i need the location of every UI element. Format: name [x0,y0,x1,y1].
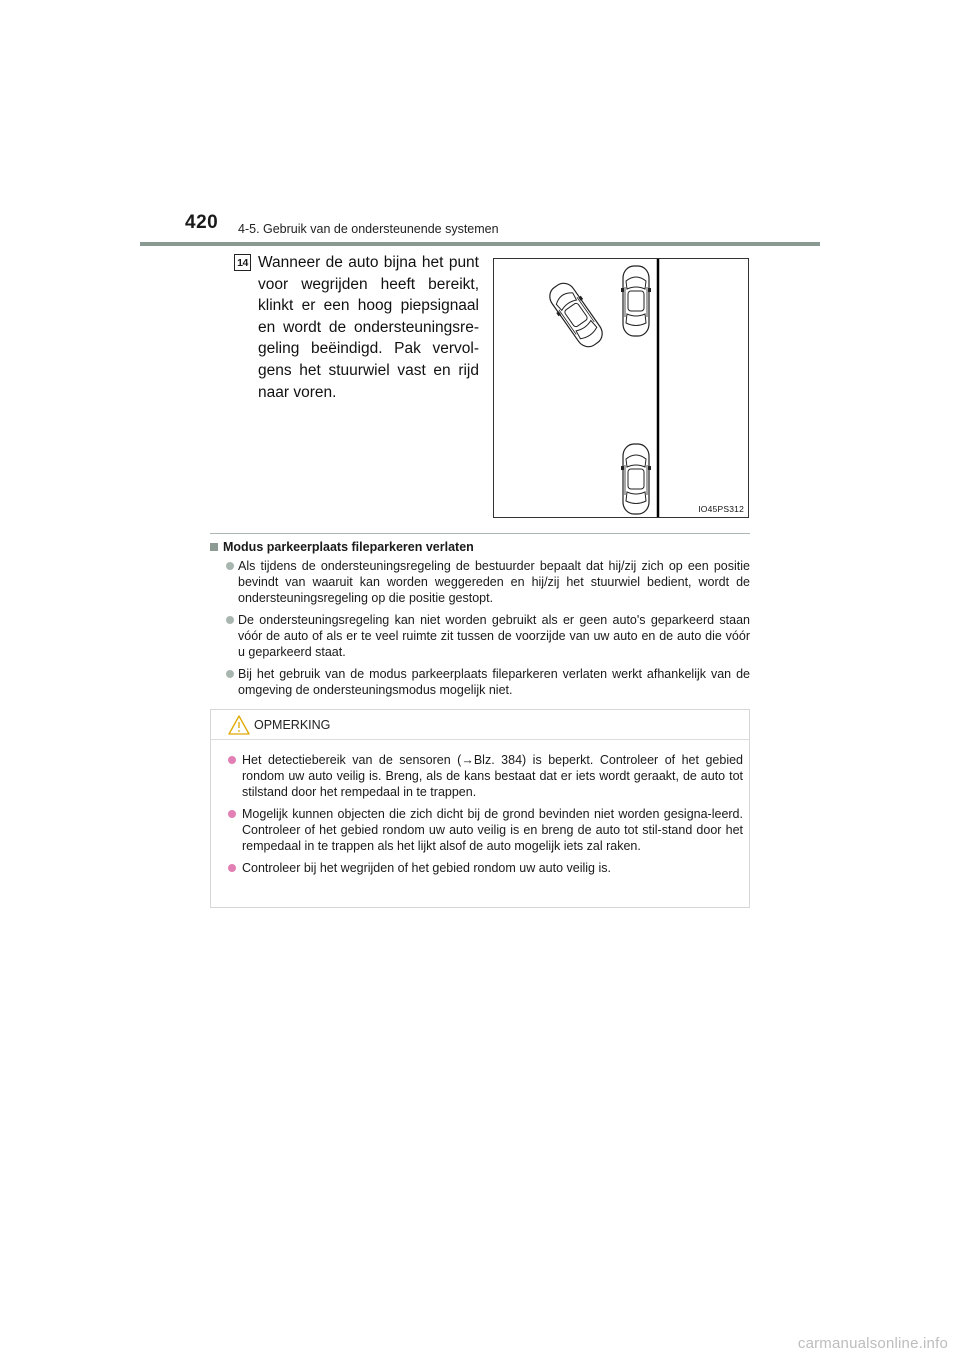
info-bullet: De ondersteuningsregeling kan niet worden gebruikt als er geen auto's geparkeerd staan vóór de auto of als er te veel ruimte zit tussen de voorzijde van uw auto en de auto die vóór u geparkeerd staat. [210,612,750,660]
parked-car-front [621,266,651,336]
info-rule [210,533,750,534]
bullet-dot-icon [226,562,234,570]
departing-car [544,278,609,353]
bullet-dot-icon [228,756,236,764]
bullet-dot-icon [226,670,234,678]
parking-figure [493,258,749,518]
notice-bullet: Mogelijk kunnen objecten die zich dicht bij de grond bevinden niet worden gesigna-leerd. Controleer of het gebied rondom uw auto veilig is en breng de auto tot stil-stand door het rempedaal in te trappen als het lijkt alsof de auto mogelijk iets zal raken. [211,806,743,854]
notice-bullet: Controleer bij het wegrijden of het gebied rondom uw auto veilig is. [211,860,743,876]
section-title: 4-5. Gebruik van de ondersteunende systemen [238,222,499,236]
info-heading: Modus parkeerplaats fileparkeren verlaten [210,540,750,554]
header-rule [140,242,820,246]
parking-illustration [494,259,748,517]
bullet-dot-icon [226,616,234,624]
figure-code: IO45PS312 [698,504,744,514]
step-number-badge: 14 [234,254,251,271]
notice-label: OPMERKING [254,718,331,732]
info-bullet: Bij het gebruik van de modus parkeerplaats fileparkeren verlaten werkt afhankelijk van de omgeving de ondersteuningsmodus mogelijk niet. [210,666,750,698]
step-instruction-text: Wanneer de auto bijna het punt voor wegrijden heeft bereikt, klinkt er een hoog piepsignaal en wordt de ondersteuningsre-geling beëindigd. Pak vervol-gens het stuurwiel vast en rijd naar voren. [258,254,479,401]
warning-triangle-icon [228,715,250,735]
square-bullet-icon [210,543,218,551]
notice-header [211,710,749,740]
notice-box [210,709,750,908]
notice-body [211,752,743,882]
info-block [210,540,750,704]
footer-watermark: carmanualsonline.info [797,1335,948,1352]
bullet-dot-icon [228,810,236,818]
notice-bullet: Het detectiebereik van de sensoren (→Blz. 384) is beperkt. Controleer of het gebied rondom uw auto veilig is. Breng, als de kans bestaat dat er iets wordt geraakt, de auto tot stilstand door het rempedaal in te trappen. [211,752,743,800]
info-bullet: Als tijdens de ondersteuningsregeling de bestuurder bepaalt dat hij/zij zich op een positie bevindt van waaruit kan worden weggereden en hij/zij het stuurwiel bedient, wordt de ondersteuningsregeling op die positie gestopt. [210,558,750,606]
parked-car-rear [621,444,651,514]
page-number: 420 [185,212,219,233]
bullet-dot-icon [228,864,236,872]
